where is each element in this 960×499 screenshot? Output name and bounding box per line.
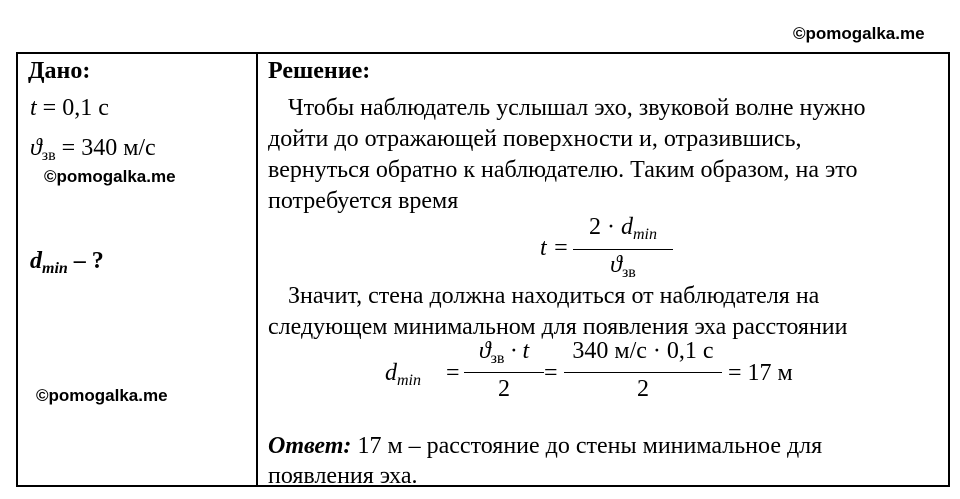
paragraph-line: дойти до отражающей поверхности и, отразившись,	[268, 126, 802, 152]
answer-label: Ответ:	[268, 433, 352, 459]
formula2-result: = 17 м	[728, 360, 793, 386]
speed-value: = 340 м/с	[61, 135, 156, 161]
paragraph-line: Чтобы наблюдатель услышал эхо, звуковой волне нужно	[288, 95, 866, 121]
given-column	[17, 53, 257, 486]
formula2-lhs: $d_{min}$	[385, 360, 421, 389]
time-variable: t	[30, 95, 37, 121]
formula2-eq: =	[446, 360, 460, 386]
formula1-denominator: $ϑ_{зв}$	[610, 252, 636, 281]
formula2-fraction2	[564, 338, 722, 408]
formula2-f2-numerator: 340 м/с · 0,1 с	[572, 338, 714, 364]
solution-column	[257, 53, 949, 489]
formula2-f2-denominator: 2	[637, 376, 649, 402]
formula2-f1-numerator: $ϑ_{зв} \cdot t$	[478, 338, 530, 367]
given-time	[30, 94, 109, 122]
fraction-bar	[573, 249, 673, 250]
find-variable: d	[30, 248, 42, 274]
find-subscript: min	[42, 260, 68, 277]
answer-text: 17 м – расстояние до стены минимальное для	[351, 433, 823, 459]
speed-variable: ϑ	[30, 135, 42, 161]
find-question: – ?	[73, 248, 104, 274]
fraction-bar	[464, 372, 544, 373]
paragraph-line: вернуться обратно к наблюдателю. Таким образом, на это	[268, 157, 858, 183]
answer-line-2: появления эха.	[268, 463, 418, 489]
given-find	[30, 247, 104, 278]
time-value: = 0,1 с	[42, 95, 109, 121]
paragraph-line: следующем минимальном для появления эха расстоянии	[268, 314, 848, 340]
formula2-fraction1	[464, 338, 544, 408]
task-table	[16, 52, 950, 487]
solution-title: Решение:	[268, 58, 371, 84]
formula2-f1-denominator: 2	[498, 376, 510, 402]
fraction-bar	[564, 372, 722, 373]
formula1-fraction	[573, 214, 673, 284]
paragraph-line: потребуется время	[268, 188, 459, 214]
formula1-numerator: $2 \cdot d_{min}$	[589, 214, 657, 243]
given-speed	[30, 134, 156, 165]
watermark: ©pomogalka.me	[36, 386, 168, 405]
watermark: ©pomogalka.me	[793, 24, 925, 43]
formula2-eq2: =	[544, 360, 558, 386]
watermark: ©pomogalka.me	[44, 167, 176, 186]
given-title: Дано:	[28, 58, 91, 84]
paragraph-line: Значит, стена должна находиться от наблюдателя на	[288, 283, 820, 309]
speed-subscript: зв	[41, 147, 56, 164]
formula1-lhs: t =	[540, 235, 569, 261]
answer-line	[268, 432, 822, 460]
